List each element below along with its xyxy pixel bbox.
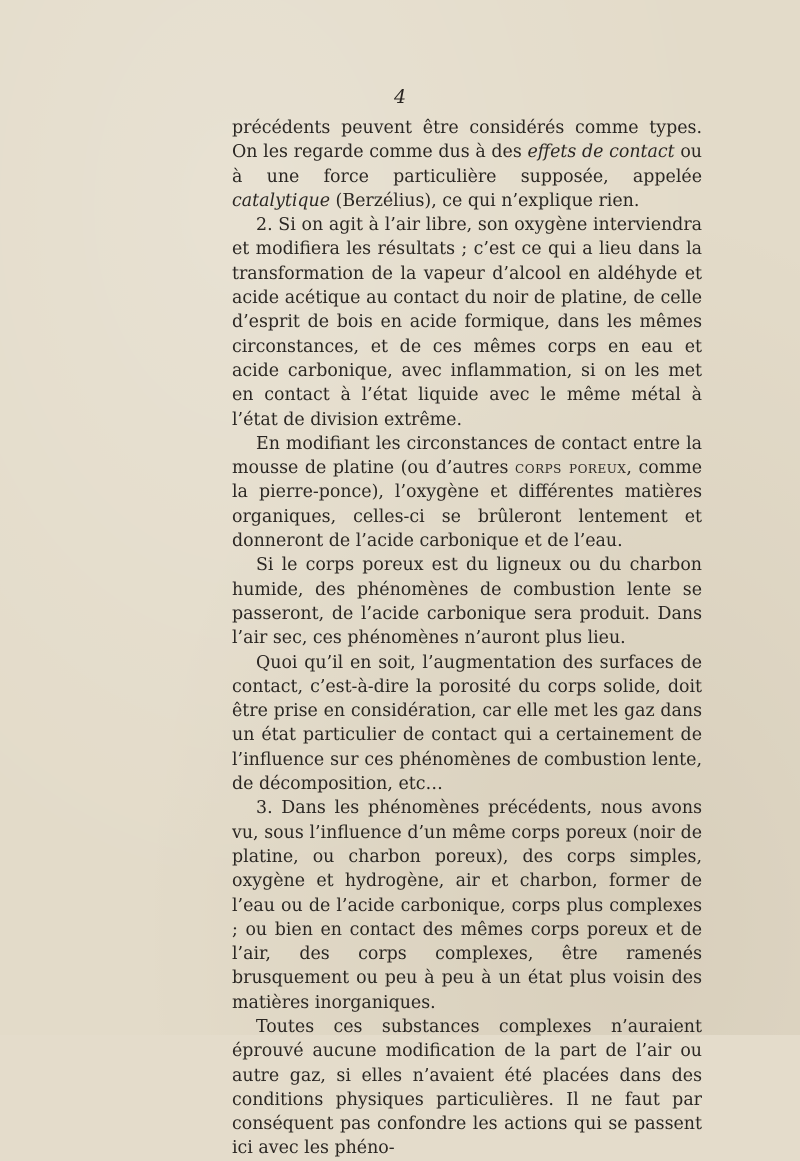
text-run: catalytique <box>232 190 331 211</box>
paragraph-2 <box>232 213 702 432</box>
text-run: précédents peuvent être considérés comme types. On les regarde comme dus à des <box>232 118 702 163</box>
text-run: Quoi qu’il en soit, l’augmentation des surfaces de contact, c’est-à-dire la porosité du corps solide, doit être prise en considération, car elle met les gaz dans un état particulier de contact qui a certainement de l’influence sur ces phénomènes de combustion lente, de décomposition, etc… <box>232 652 702 795</box>
text-run: effets de contact <box>527 142 675 163</box>
paragraph-6 <box>232 796 702 1015</box>
paragraph-5 <box>232 651 702 797</box>
body-text <box>232 116 702 1161</box>
paragraph-3 <box>232 432 702 553</box>
text-run: 2. Si on agit à l’air libre, son oxygène interviendra et modifiera les résultats ; c’est ce qui a lieu dans la transformation de la vapeur d’alcool en aldéhyde et acide acétique au contact du noir de platine, de celle d’esprit de bois en acide formique, dans les mêmes circonstances, et de ces mêmes corps en eau et acide carbonique, avec inflammation, si on les met en contact à l’état liquide avec le même métal à l’état de division extrême. <box>232 215 702 430</box>
paragraph-4 <box>232 553 702 650</box>
text-run: corps poreux <box>515 458 627 479</box>
text-run: (Berzélius), ce qui n’explique rien. <box>330 190 640 211</box>
text-run: , comme la pierre-ponce), l’oxygène et différentes matières organiques, celles-ci se brûleront lentement et donneront de l’acide carbonique et de l’eau. <box>232 458 702 552</box>
paragraph-7 <box>232 1015 702 1161</box>
text-run: ou à une force particulière supposée, appelée <box>232 142 702 187</box>
text-run: Si le corps poreux est du ligneux ou du charbon humide, des phénomènes de combustion lente se passeront, de l’acide carbonique sera produit. Dans l’air sec, ces phénomènes n’auront plus lieu. <box>232 555 702 649</box>
text-run: 3. Dans les phénomènes précédents, nous avons vu, sous l’influence d’un même corps poreux (noir de platine, ou charbon poreux), des corps simples, oxygène et hydrogène, air et charbon, former de l’eau ou de l’acide carbonique, corps plus complexes ; ou bien en contact des mêmes corps poreux et de l’air, des corps complexes, être ramenés brusquement ou peu à peu à un état plus voisin des matières inorganiques. <box>232 798 702 1013</box>
page-number: 4 <box>393 86 407 108</box>
paragraph-1 <box>232 116 702 213</box>
text-run: Toutes ces substances complexes n’auraient éprouvé aucune modification de la part de l’air ou autre gaz, si elles n’avaient été placées dans des conditions physiques particulières. Il ne faut par conséquent pas confondre les actions qui se passent ici avec les phéno- <box>232 1016 702 1159</box>
text-run: En modifiant les circonstances de contact entre la mousse de platine (ou d’autres <box>232 433 702 479</box>
